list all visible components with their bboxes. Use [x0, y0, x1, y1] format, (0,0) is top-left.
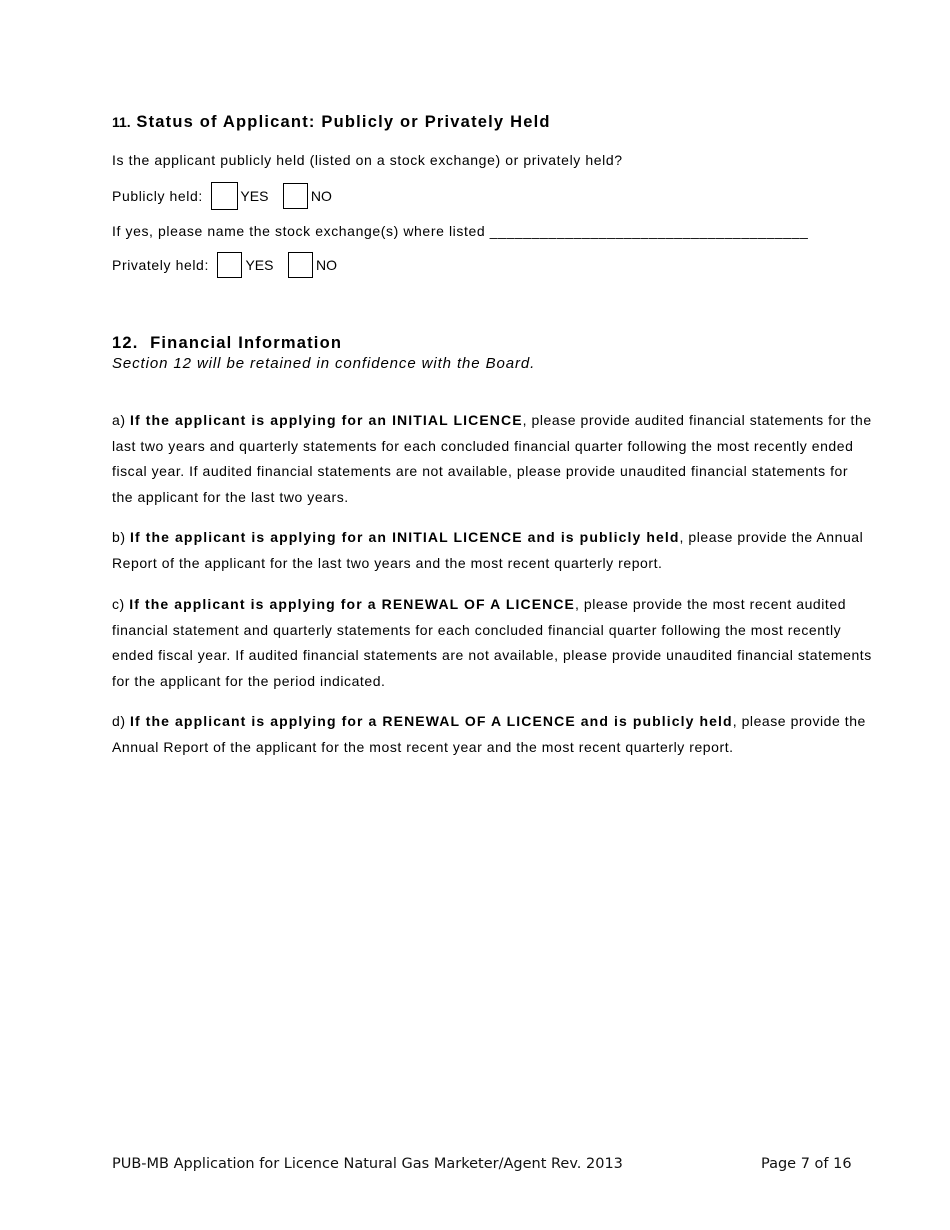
privately-held-label: Privately held:: [112, 257, 209, 273]
publicly-held-yes-checkbox[interactable]: [211, 182, 238, 210]
paragraph-d: [112, 709, 872, 760]
publicly-held-label: Publicly held:: [112, 188, 203, 204]
publicly-held-no-checkbox[interactable]: [283, 183, 308, 209]
paragraph-c: [112, 592, 872, 694]
paragraph-a-bold: If the applicant is applying for an INITIAL LICENCE: [130, 412, 523, 428]
privately-held-no-checkbox[interactable]: [288, 252, 313, 278]
paragraph-d-bold: If the applicant is applying for a RENEWAL OF A LICENCE and is publicly held: [130, 713, 733, 729]
privately-held-no-label: NO: [315, 257, 337, 273]
section-11-title: Status of Applicant: Publicly or Privately Held: [136, 113, 551, 131]
paragraph-c-bold: If the applicant is applying for a RENEWAL OF A LICENCE: [129, 596, 575, 612]
footer-document-title: PUB-MB Application for Licence Natural Gas Marketer/Agent Rev. 2013: [112, 1156, 623, 1172]
public-question: Is the applicant publicly held (listed on a stock exchange) or privately held?: [112, 152, 623, 168]
section-11-number: 11.: [112, 114, 131, 130]
privately-held-yes-label: YES: [245, 257, 274, 273]
paragraph-b: [112, 525, 872, 576]
confidential-note: Section 12 will be retained in confidence with the Board.: [112, 355, 536, 372]
privately-held-row: [112, 252, 337, 278]
paragraph-c-text: , please provide the most recent audited financial statement and quarterly statements for each concluded financial quarter following the most recently ended fiscal year. If audited financial statements are not available, please provide unaudited financial statements for the applicant for the period indicated.: [112, 596, 872, 689]
publicly-held-yes-label: YES: [240, 188, 269, 204]
paragraph-b-bold: If the applicant is applying for an INITIAL LICENCE and is publicly held: [130, 529, 680, 545]
footer-page-number: Page 7 of 16: [761, 1156, 852, 1172]
paragraph-d-prefix: d): [112, 713, 130, 729]
publicly-held-no-label: NO: [310, 188, 332, 204]
paragraph-b-prefix: b): [112, 529, 130, 545]
paragraph-a-text: , please provide audited financial statements for the last two years and quarterly statements for each concluded financial quarter following the most recently ended fiscal year. If audited financial statements are not available, please provide unaudited financial statements for the applicant for the last two years.: [112, 412, 872, 505]
paragraph-a: [112, 408, 872, 510]
paragraph-d-text: , please provide the Annual Report of the applicant for the most recent year and the most recent quarterly report.: [112, 713, 866, 755]
paragraph-a-prefix: a): [112, 412, 130, 428]
section-11-heading: [112, 113, 551, 132]
paragraph-b-text: , please provide the Annual Report of the applicant for the last two years and the most recent quarterly report.: [112, 529, 864, 571]
exchange-prompt[interactable]: If yes, please name the stock exchange(s) where listed ______________________________________: [112, 223, 809, 239]
paragraph-c-prefix: c): [112, 596, 130, 612]
section-12-heading: 12. Financial Information: [112, 334, 343, 352]
publicly-held-row: [112, 182, 332, 210]
privately-held-yes-checkbox[interactable]: [217, 252, 242, 278]
